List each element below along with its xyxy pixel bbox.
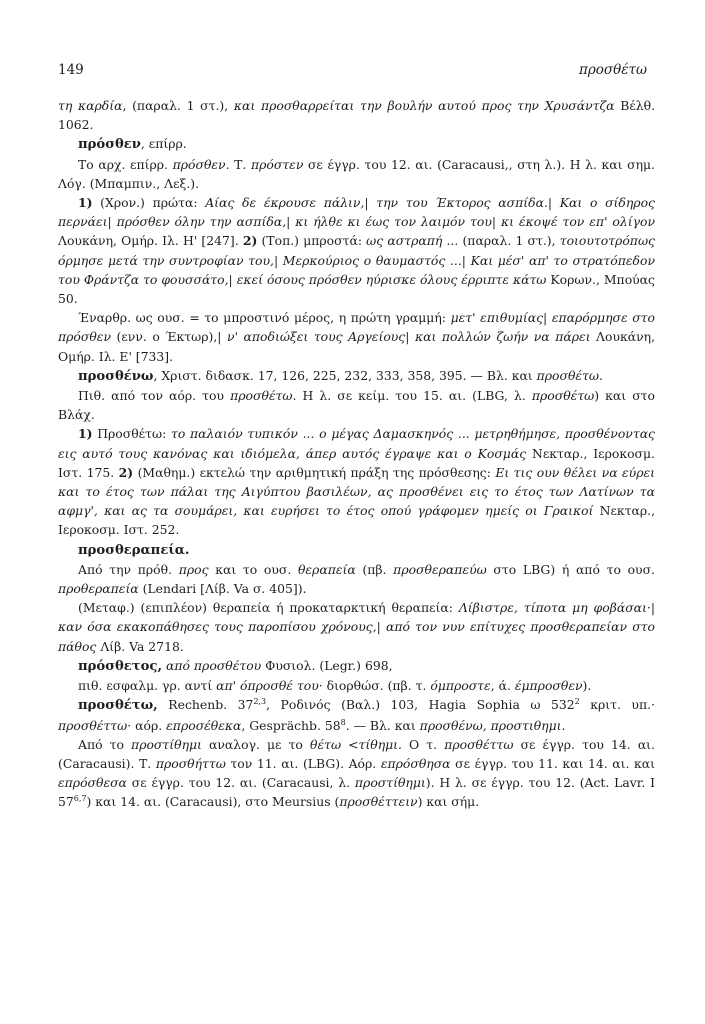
- entry-headword-prosthetw: προσθέτω, Rechenb. 37$^{2,3}$, Ροδινός (Βαλ.) 103, Hagia Sophia ω $532^2$ κριτ. υπ.· προσθέττω· αόρ. επροσέθεκα, Gesprächb. $58^8$. — Βλ. και προσθένω, προστιθημι.: [58, 697, 655, 733]
- entry-headword-prosthen: πρόσθεν, επίρρ.: [78, 136, 187, 153]
- running-head: [58, 62, 647, 82]
- entry-etymology: Από την πρόθ. προς και το ουσ. θεραπεία (πβ. προσθεραπεύω στο LBG) ή από το ουσ. προθεραπεία (Lendari [Λίβ. Va σ. 405]).: [58, 561, 655, 597]
- entry-sense: Έναρθρ. ως ουσ. = το μπροστινό μέρος, η πρώτη γραμμή: μετ' επιθυμίας| επαρόρμησε στο πρόσθεν (ενν. ο Έκτωρ),| ν' αποδιώξει τους Αργείους| και πολλών ζωήν να πάρει Λουκάνη, Ομήρ. Ιλ. Ε' [733].: [58, 310, 656, 364]
- entry-sense: (Μεταφ.) (επιπλέον) θεραπεία ή προκαταρκτική θεραπεία: Λίβιστρε, τίποτα μη φοβάσαι·| καν όσα εκακοπάθησες τους παροπίσου χρόνους,| από τον νυν επίτυχες προσθεραπείαν στο πάθος Λίβ. Va 2718.: [58, 600, 655, 654]
- entry-headword-prosthetos: πρόσθετος, από προσθέτου Φυσιολ. (Legr.) 698,: [78, 657, 393, 674]
- page-body: [58, 96, 655, 812]
- entry-headword-prosthenw: προσθένω, Χριστ. διδασκ. 17, 126, 225, 232, 333, 358, 395. — Βλ. και προσθέτω.: [78, 367, 603, 384]
- running-head-word: προσθέτω: [578, 62, 647, 78]
- entry-sense: 1) Προσθέτω: το παλαιόν τυπικόν ... ο μέγας Δαμασκηνός ... μετρηθήμησε, προσθένοντας εις αυτό τους κανόνας και ιδιόμελα, άπερ αυτός έγραψε και ο Κοσμάς Νεκταρ., Ιεροκοσμ. Ιστ. 175. 2) (Μαθημ.) εκτελώ την αριθμητική πράξη της πρόσθεσης: Ει τις ουν θέλει να εύρει και το έτος των πάλαι της Αιγύπτου βασιλέων, ας προσθένει εις το έτος των Λατίνων τα αφμγ', και ας τα σουμάρει, και ευρήσει το έτος οπού γράφομεν ημείς οι Γραικοί Νεκταρ., Ιεροκοσμ. Ιστ. 252.: [58, 426, 656, 538]
- entry-headword-prostherapeia: προσθεραπεία.: [78, 542, 190, 558]
- entry-continuation: τη καρδία, (παραλ. 1 στ.), και προσθαρρείται την βουλήν αυτού προς την Χρυσάντζα Βέλθ. 1062.: [58, 98, 656, 133]
- page-number: 149: [58, 62, 84, 78]
- entry-etymology: Το αρχ. επίρρ. πρόσθεν. Τ. πρόστεν σε έγγρ. του 12. αι. (Caracausi,, στη λ.). Η λ. και σημ. Λόγ. (Μπαμπιν., Λεξ.).: [58, 156, 655, 191]
- entry-etymology: Πιθ. από τον αόρ. του προσθέτω. Η λ. σε κείμ. του 15. αι. (LBG, λ. προσθέτω) και στο Βλάχ.: [58, 388, 655, 423]
- entry-etymology: πιθ. εσφαλμ. γρ. αντί απ' όπροσθέ του· διορθώσ. (πβ. τ. όμπροστε, ά. έμπροσθεν).: [78, 678, 592, 694]
- entry-etymology: Από το προστίθημι αναλογ. με το θέτω <τίθημι. Ο τ. προσθέττω σε έγγρ. του 14. αι. (Caracausi). Τ. προσθήττω τον 11. αι. (LBG). Αόρ. επρόσθησα σε έγγρ. του 11. και 14. αι. και επρόσθεσα σε έγγρ. του 12. αι. (Caracausi, λ. προστίθημι). Η λ. σε έγγρ. του 12. (Act. Lavr. I 57$^{6,7}$) και 14. αι. (Caracausi), στο Meursius (προσθέττειν) και σήμ.: [58, 736, 655, 810]
- entry-sense: 1) (Χρον.) πρώτα: Αίας δε έκρουσε πάλιν,| την του Έκτορος ασπίδα.| Και ο σίδηρος περνάει| πρόσθεν όλην την ασπίδα,| κι ήλθε κι έως τον λαιμόν του| κι έκοψέ τον επ' ολίγον Λουκάνη, Ομήρ. Ιλ. Η' [247]. 2) (Τοπ.) μπροστά: ως αστραπή ... (παραλ. 1 στ.), τοιουτοτρόπως όρμησε μετά την συντροφίαν του,| Μερκούριος ο θαυμαστός ...| Και μέσ' απ' το στρατόπεδον του Φράντζα το φουσσάτο,| εκεί όσους πρόσθεν ηύρισκε όλους έρριπτε κάτω Κορων., Μπούας 50.: [58, 195, 655, 307]
